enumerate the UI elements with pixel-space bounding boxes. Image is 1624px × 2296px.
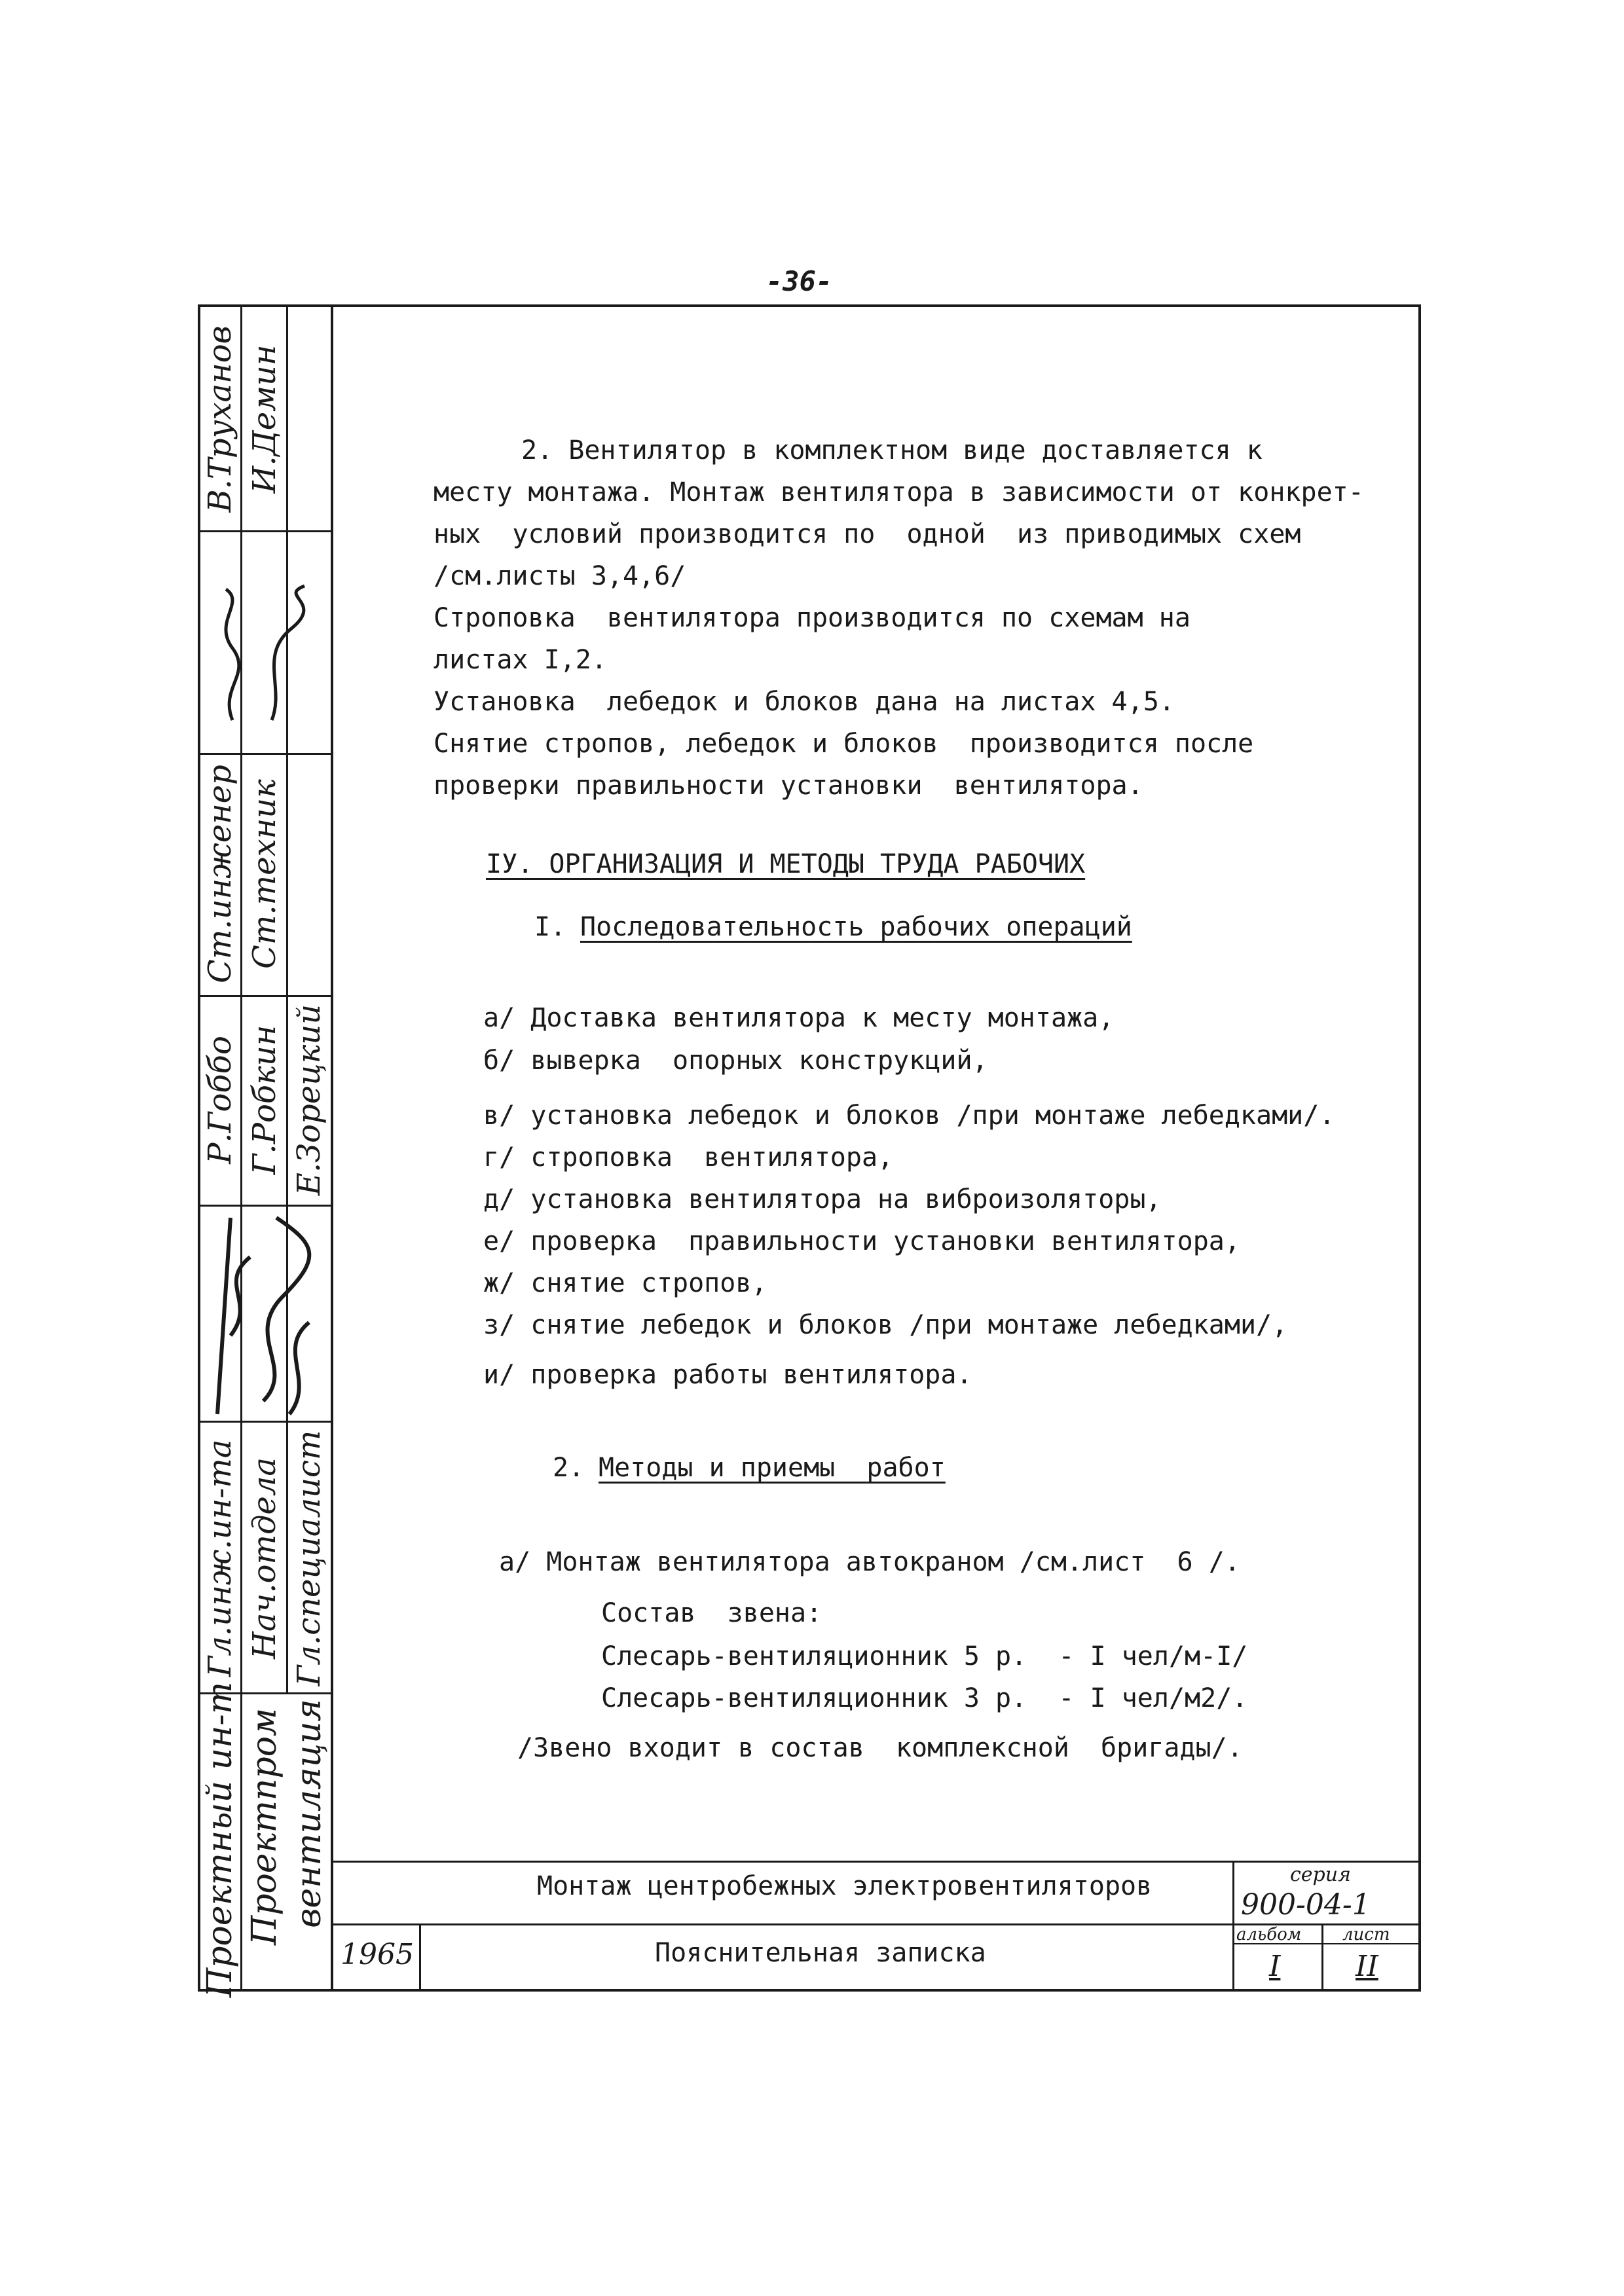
- operation-z: з/ снятие лебедок и блоков /при монтаже лебедками/,: [483, 1310, 1288, 1340]
- stamp-org-line-2: Проектпром: [245, 1707, 284, 1946]
- stamp-position-senior-technician: Ст.техник: [246, 779, 283, 969]
- signature-2: [204, 1205, 329, 1421]
- subheading-1: Последовательность рабочих операций: [580, 912, 1132, 942]
- subheading-1-number: I.: [534, 912, 566, 942]
- para-line-2: месту монтажа. Монтаж вентилятора в зависимости от конкрет-: [434, 477, 1364, 507]
- team-label: Состав звена:: [601, 1598, 822, 1628]
- subheading-2-number: 2.: [553, 1453, 585, 1483]
- subheading-2: Методы и приемы работ: [599, 1453, 946, 1483]
- section-heading: IУ. ОРГАНИЗАЦИЯ И МЕТОДЫ ТРУДА РАБОЧИХ: [486, 849, 1086, 879]
- stamp-org-line-3: вентиляция: [289, 1699, 329, 1928]
- stamp-position-chief-specialist: Гл.специалист: [291, 1430, 327, 1686]
- stamp-name-robkin: Г.Робкин: [246, 1025, 283, 1175]
- frame-right: [1418, 304, 1421, 1992]
- para-line-8: Снятие стропов, лебедок и блоков производится после: [434, 729, 1254, 759]
- document-title: Монтаж центробежных электровентиляторов: [537, 1871, 1153, 1901]
- operation-v: в/ установка лебедок и блоков /при монтаже лебедками/.: [483, 1101, 1335, 1131]
- para-line-1: 2. Вентилятор в комплектном виде доставляется к: [521, 435, 1263, 465]
- frame-bottom: [198, 1989, 1421, 1992]
- stamp-separator: [331, 304, 333, 1992]
- title-block-col-sheet: [1321, 1923, 1323, 1990]
- series-label: серия: [1290, 1863, 1351, 1886]
- title-block-top: [332, 1861, 1420, 1863]
- document-year: 1965: [341, 1938, 414, 1971]
- sheet-value: II: [1356, 1950, 1378, 1983]
- stamp-col-line-1: [240, 304, 242, 1992]
- stamp-name-demin: И.Демин: [246, 344, 283, 494]
- album-value: I: [1269, 1950, 1281, 1983]
- team-member-1: Слесарь-вентиляционник 5 р. - I чел/м-I/: [601, 1641, 1248, 1671]
- sheet-label: лист: [1342, 1925, 1390, 1944]
- team-note: /Звено входит в состав комплексной бригады/.: [517, 1733, 1243, 1763]
- para-line-7: Установка лебедок и блоков дана на листах 4,5.: [434, 687, 1175, 717]
- para-line-6: листах I,2.: [434, 645, 607, 675]
- stamp-position-head-of-dept: Нач.отдела: [246, 1457, 283, 1660]
- operation-zh: ж/ снятие стропов,: [483, 1268, 767, 1298]
- stamp-col-line-2: [286, 304, 288, 1692]
- team-member-2: Слесарь-вентиляционник 3 р. - I чел/м2/.: [601, 1683, 1248, 1713]
- stamp-position-chief-engineer: Гл.инж.ин-та: [202, 1439, 238, 1677]
- stamp-position-senior-engineer: Ст.инженер: [202, 765, 238, 983]
- operation-g: г/ строповка вентилятора,: [483, 1142, 894, 1173]
- operation-b: б/ выверка опорных конструкций,: [483, 1046, 988, 1076]
- frame-top: [198, 304, 1421, 307]
- album-label: альбом: [1236, 1925, 1302, 1944]
- para-line-5: Строповка вентилятора производится по схемам на: [434, 603, 1190, 633]
- stamp-row-line-1: [198, 530, 332, 532]
- stamp-row-line-5: [198, 1421, 332, 1423]
- stamp-name-trukhanov: В.Труханов: [202, 325, 238, 513]
- operation-a: а/ Доставка вентилятора к месту монтажа,: [483, 1003, 1115, 1033]
- para-line-4: /см.листы 3,4,6/: [434, 561, 686, 591]
- stamp-row-line-3: [198, 995, 332, 997]
- series-value: 900-04-1: [1241, 1888, 1371, 1922]
- signature-1: [206, 576, 324, 733]
- stamp-name-zoretsky: Е.Зорецкий: [291, 1004, 327, 1196]
- stamp-name-gobbo: Р.Гоббо: [202, 1036, 238, 1164]
- title-block-col-year: [419, 1923, 421, 1990]
- para-line-9: проверки правильности установки вентилятора.: [434, 771, 1143, 801]
- method-a: а/ Монтаж вентилятора автокраном /см.лист 6 /.: [499, 1547, 1240, 1577]
- document-subtitle: Пояснительная записка: [655, 1938, 986, 1968]
- stamp-row-line-2: [198, 753, 332, 755]
- operation-d: д/ установка вентилятора на виброизоляторы,: [483, 1184, 1162, 1214]
- stamp-org-line-1: Проектный ин-т: [200, 1681, 240, 1998]
- title-block-col-code: [1232, 1861, 1234, 1990]
- operation-i: и/ проверка работы вентилятора.: [483, 1360, 972, 1390]
- para-line-3: ных условий производится по одной из приводимых схем: [434, 519, 1301, 549]
- operation-e: е/ проверка правильности установки вентилятора,: [483, 1226, 1240, 1256]
- page-number: -36-: [766, 265, 833, 297]
